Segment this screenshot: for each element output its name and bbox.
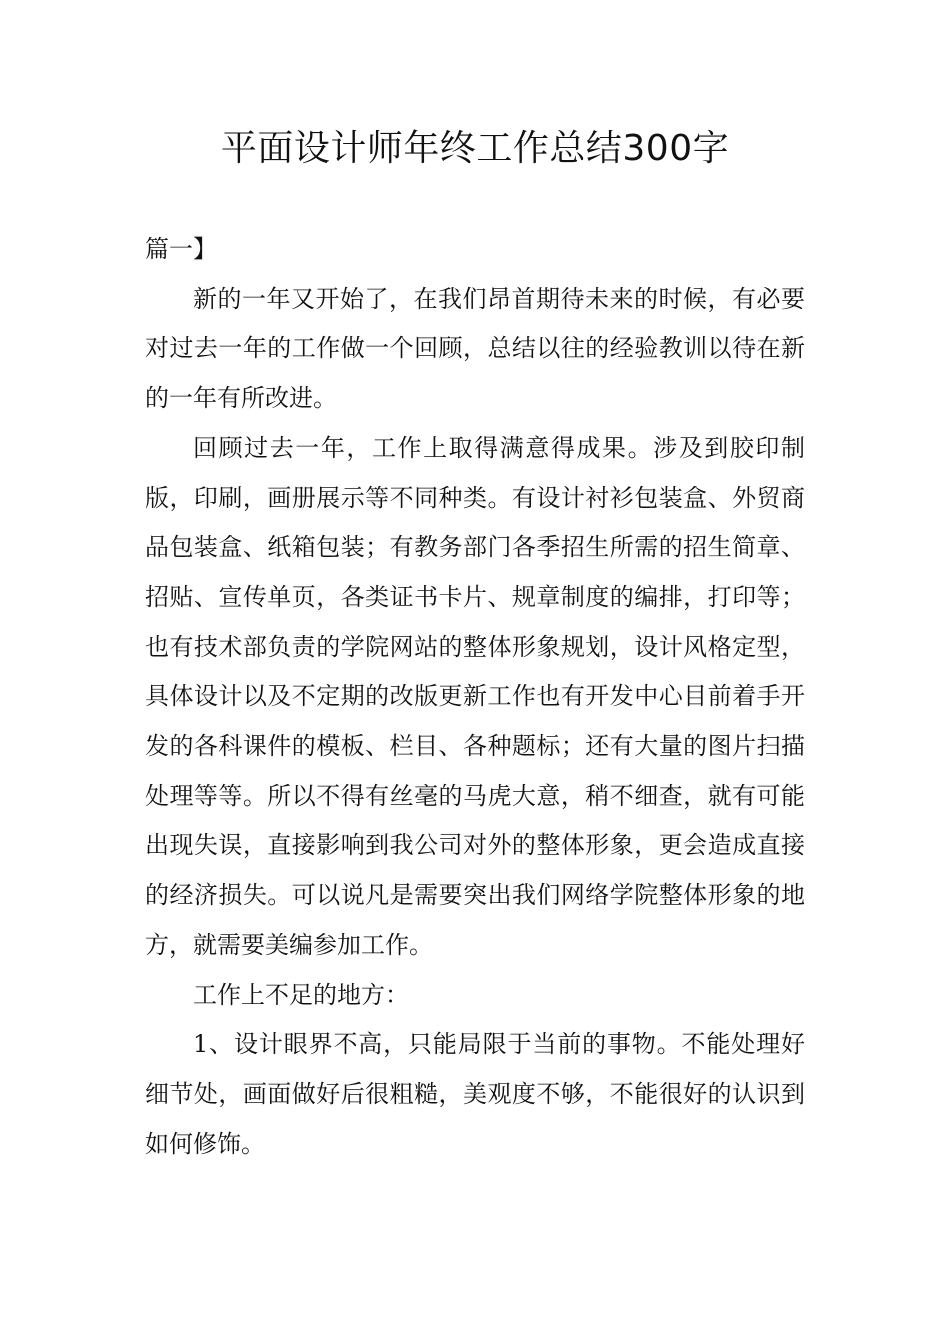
document-title: 平面设计师年终工作总结300字: [220, 128, 730, 169]
document-body: [145, 225, 805, 1169]
paragraph-shortcomings-heading: 工作上不足的地方：: [193, 980, 409, 1009]
paragraph-intro: 新的一年又开始了，在我们昂首期待未来的时候，有必要对过去一年的工作做一个回顾，总结以往的经验教训以待在新的一年有所改进。: [145, 284, 805, 413]
paragraph-shortcoming-1: 1、设计眼界不高，只能局限于当前的事物。不能处理好细节处，画面做好后很粗糙，美观度不够，不能很好的认识到如何修饰。: [145, 1030, 805, 1158]
section-label: 篇一】: [145, 235, 217, 263]
paragraph-review: 回顾过去一年，工作上取得满意得成果。涉及到胶印制版，印刷，画册展示等不同种类。有设计衬衫包装盒、外贸商品包装盒、纸箱包装；有教务部门各季招生所需的招生简章、招贴、宣传单页，各类证书卡片、规章制度的编排，打印等；也有技术部负责的学院网站的整体形象规划，设计风格定型，具体设计以及不定期的改版更新工作也有开发中心目前着手开发的各科课件的模板、栏目、各种题标；还有大量的图片扫描处理等等。所以不得有丝毫的马虎大意，稍不细查，就有可能出现失误，直接影响到我公司对外的整体形象，更会造成直接的经济损失。可以说凡是需要突出我们网络学院整体形象的地方，就需要美编参加工作。: [145, 433, 805, 959]
